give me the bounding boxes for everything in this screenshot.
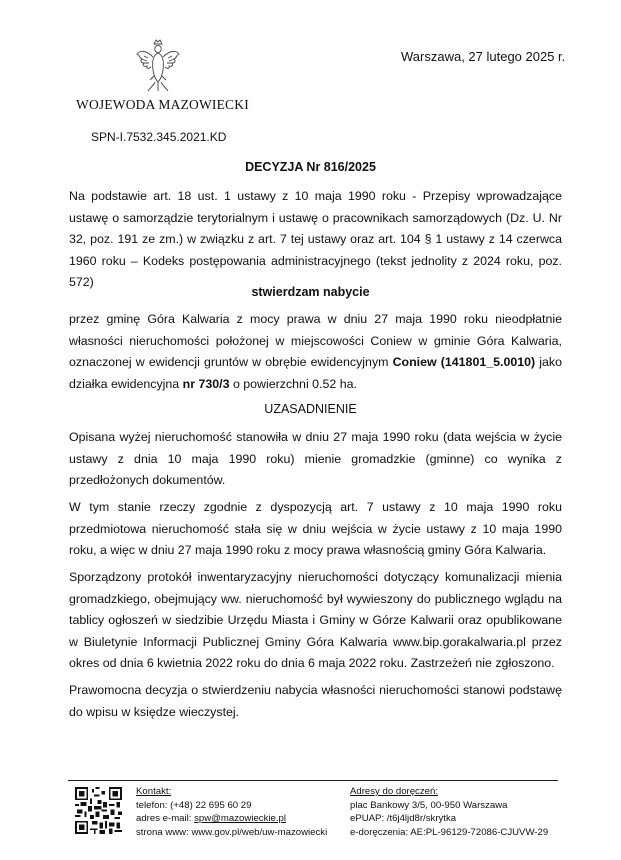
contact-phone: telefon: (+48) 22 695 60 29 (136, 799, 252, 811)
justification-paragraph: Prawomocna decyzja o stwierdzeniu nabycia własności nieruchomości stanowi podstawę do wpisu w księdze wieczystej. (69, 683, 562, 719)
e-delivery-address: e-doręczenia: AE:PL-96129-72086-CJUVW-29 (350, 826, 549, 838)
justification-paragraph: W tym stanie rzeczy zgodnie z dyspozycją art. 7 ustawy z 10 maja 1990 roku przedmiotowa nieruchomość stała się w dniu wejścia w życie ustawy z 10 maja 1990 roku, a więc w dniu 27 maja 1990 roku z mocy prawa własnością gminy Góra Kalwaria. (69, 500, 562, 557)
delivery-heading: Adresy do doręczeń: (350, 786, 438, 797)
ruling-text-3: o powierzchni 0.52 ha. (229, 376, 357, 391)
email-link[interactable]: spw@mazowieckie.pl (194, 813, 286, 825)
legal-basis-paragraph: Na podstawie art. 18 ust. 1 ustawy z 10 maja 1990 roku - Przepisy wprowadzające ustawę o samorządzie terytorialnym i ustawę o pracownikach samorządowych (Dz. U. Nr 32, poz. 191 ze zm.) w związku z art. 7 tej ustawy oraz art. 104 § 1 ustawy z 14 czerwca 1960 roku – Kodeks postępowania administracyjnego (tekst jednolity z 2024 roku, poz. 572) (69, 189, 562, 289)
decision-title: DECYZJA Nr 816/2025 (245, 160, 376, 174)
justification-paragraph: Opisana wyżej nieruchomość stanowiła w dniu 27 maja 1990 roku (data wejścia w życie ustawy z dnia 10 maja 1990 roku) mienie gromadzkie (gminne) co wynika z przedłożonych dokumentów. (69, 430, 562, 487)
footer-contact (136, 785, 327, 839)
justification-heading: UZASADNIENIE (264, 402, 357, 416)
postal-address: plac Bankowy 3/5, 00-950 Warszawa (350, 799, 508, 811)
justification-paragraph: Sporządzony protokół inwentaryzacyjny nieruchomości dotyczący komunalizacji mienia gromadzkiego, obejmujący ww. nieruchomość był wywieszony do publicznego wglądu na tablicy ogłoszeń w siedzibie Urzędu Miasta i Gminy w Górze Kalwarii oraz opublikowane w Biuletynie Informacji Publicznej Gminy Góra Kalwaria www.bip.gorakalwaria.pl przez okres od dnia 6 kwietnia 2022 roku do dnia 6 maja 2022 roku. Zastrzeżeń nie zgłoszono. (69, 570, 562, 670)
case-number: SPN-I.7532.345.2021.KD (91, 130, 227, 144)
ruling-paragraph (69, 309, 562, 395)
ruling-heading: stwierdzam nabycie (251, 285, 370, 299)
issuing-authority: WOJEWODA MAZOWIECKI (76, 97, 249, 112)
qr-code-icon (75, 787, 122, 834)
footer-divider (68, 780, 558, 781)
document-date: Warszawa, 27 lutego 2025 r. (401, 49, 566, 64)
ruling-text-1: przez gminę Góra Kalwaria z mocy prawa w dniu 27 maja 1990 roku nieodpłatnie własności nieruchomości położonej w miejscowości Coniew w gminie Góra Kalwaria, oznaczonej w ewidencji gruntów w obrębie ewidencyjnym (69, 312, 562, 369)
parcel-number: nr 730/3 (182, 376, 230, 391)
email-label: adres e-mail: (136, 813, 195, 825)
eagle-emblem-icon (134, 38, 182, 94)
precinct-name: Coniew (141801_5.0010) (392, 355, 536, 369)
contact-website[interactable]: strona www: www.gov.pl/web/uw-mazowiecki (136, 826, 328, 838)
footer-delivery-addresses (350, 785, 548, 839)
ruling-text-2: jako działka ewidencyjna (69, 355, 562, 391)
contact-email-row (136, 812, 327, 826)
contact-heading: Kontakt: (136, 786, 172, 797)
epuap-address: ePUAP: /t6j4ljd8r/skrytka (350, 813, 457, 825)
